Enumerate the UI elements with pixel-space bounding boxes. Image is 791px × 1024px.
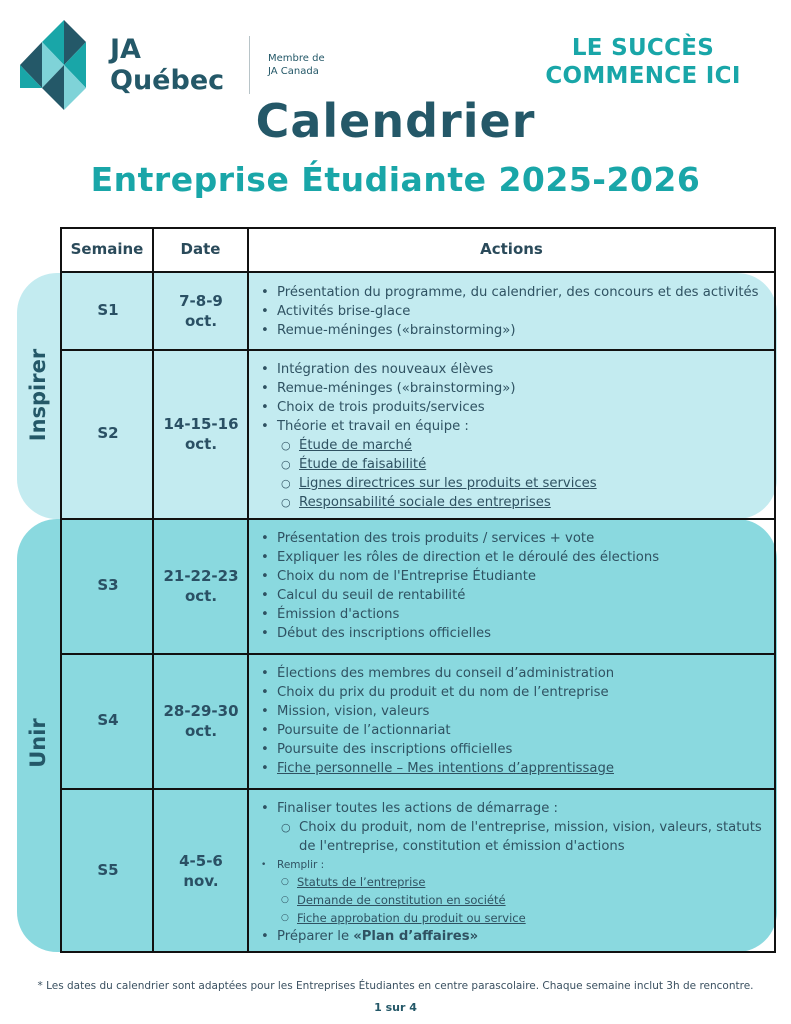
table-rule xyxy=(60,518,776,520)
page-title: Calendrier xyxy=(255,94,536,148)
action-item: • Choix du nom de l'Entreprise Étudiante xyxy=(257,567,767,586)
link-item xyxy=(257,474,767,493)
action-item: • Début des inscriptions officielles xyxy=(257,624,767,643)
header-divider xyxy=(249,36,250,94)
responsabilite-sociale-link[interactable]: Responsabilité sociale des entreprises xyxy=(299,495,551,510)
row-date xyxy=(154,414,248,454)
row-date xyxy=(154,291,248,331)
header-date: Date xyxy=(180,240,221,258)
demande-constitution-link[interactable]: Demande de constitution en société xyxy=(297,893,506,907)
row-week: S4 xyxy=(97,711,119,729)
prepare-text: Préparer le xyxy=(277,929,354,944)
date-line: 21-22-23 xyxy=(163,567,239,585)
action-item: • Choix du prix du produit et du nom de l’entreprise xyxy=(257,683,767,702)
date-line: oct. xyxy=(184,722,218,740)
link-item xyxy=(257,909,767,927)
lignes-directrices-link[interactable]: Lignes directrices sur les produits et services xyxy=(299,476,597,491)
logo-wordmark xyxy=(110,34,224,96)
table-rule xyxy=(60,271,776,273)
slogan xyxy=(505,34,781,90)
date-line: oct. xyxy=(184,312,218,330)
link-item xyxy=(257,455,767,474)
row-actions xyxy=(257,664,767,778)
slogan-line1: LE SUCCÈS xyxy=(571,35,715,61)
row-date xyxy=(154,701,248,741)
link-item xyxy=(257,493,767,512)
action-item: • Calcul du seuil de rentabilité xyxy=(257,586,767,605)
logo-line1: JA xyxy=(110,34,141,65)
action-item: • Choix de trois produits/services xyxy=(257,398,767,417)
table-rule xyxy=(60,788,776,790)
action-item: • Remue-méninges («brainstorming») xyxy=(257,321,767,340)
date-line: oct. xyxy=(184,435,218,453)
link-item xyxy=(257,759,767,778)
row-date xyxy=(154,851,248,891)
link-item xyxy=(257,891,767,909)
statuts-entreprise-link[interactable]: Statuts de l’entreprise xyxy=(297,875,426,889)
table-border-top xyxy=(60,227,776,229)
action-subitem-continued: de l'entreprise, constitution et émission d'actions xyxy=(299,839,625,854)
action-item: • Mission, vision, valeurs xyxy=(257,702,767,721)
row-actions xyxy=(257,360,767,512)
action-item: • Émission d'actions xyxy=(257,605,767,624)
date-line: 14-15-16 xyxy=(163,415,239,433)
phase-label-inspirer: Inspirer xyxy=(26,348,50,442)
link-item xyxy=(257,873,767,891)
table-border-bottom xyxy=(60,951,776,953)
date-line: 7-8-9 xyxy=(179,292,223,310)
header-week: Semaine xyxy=(70,240,144,258)
action-item: • Présentation du programme, du calendrier, des concours et des activités xyxy=(257,283,767,302)
action-item: • Intégration des nouveaux élèves xyxy=(257,360,767,379)
row-date xyxy=(154,566,248,606)
row-actions xyxy=(257,283,767,340)
action-item: • Théorie et travail en équipe : xyxy=(257,417,767,436)
action-item: • Poursuite de l’actionnariat xyxy=(257,721,767,740)
action-item: • Activités brise-glace xyxy=(257,302,767,321)
logo-line2: Québec xyxy=(110,65,225,96)
date-line: oct. xyxy=(184,587,218,605)
action-item: • Poursuite des inscriptions officielles xyxy=(257,740,767,759)
action-item: • Élections des membres du conseil d’administration xyxy=(257,664,767,683)
member-line2: JA Canada xyxy=(268,66,319,77)
etude-marche-link[interactable]: Étude de marché xyxy=(299,438,412,453)
action-item: • Finaliser toutes les actions de démarrage : xyxy=(257,799,767,818)
slogan-line2: COMMENCE ICI xyxy=(545,63,741,89)
table-rule xyxy=(60,349,776,351)
phase-label-unir: Unir xyxy=(26,718,50,768)
page-subtitle: Entreprise Étudiante 2025-2026 xyxy=(90,160,701,199)
row-actions xyxy=(257,529,767,643)
header-actions: Actions xyxy=(480,240,543,258)
page-number: 1 sur 4 xyxy=(374,1001,417,1014)
date-line: 28-29-30 xyxy=(163,702,239,720)
date-line: nov. xyxy=(183,872,219,890)
plan-affaires-text: «Plan d’affaires» xyxy=(353,929,479,944)
action-item: • Expliquer les rôles de direction et le déroulé des élections xyxy=(257,548,767,567)
row-week: S5 xyxy=(97,861,119,879)
row-week: S3 xyxy=(97,576,119,594)
row-week: S1 xyxy=(97,301,119,319)
fiche-personnelle-link[interactable]: Fiche personnelle – Mes intentions d’apprentissage xyxy=(277,761,614,776)
action-item: • Remplir : xyxy=(257,858,767,873)
action-subitem: ○ Choix du produit, nom de l'entreprise, mission, vision, valeurs, statuts xyxy=(257,818,767,837)
action-item: • Présentation des trois produits / services + vote xyxy=(257,529,767,548)
footer-note: * Les dates du calendrier sont adaptées pour les Entreprises Étudiantes en centre parascolaire. Chaque semaine inclut 3h de rencontre. xyxy=(37,980,754,992)
fiche-approbation-link[interactable]: Fiche approbation du produit ou service xyxy=(297,911,526,925)
table-rule xyxy=(60,653,776,655)
member-line1: Membre de xyxy=(268,53,325,64)
member-text xyxy=(268,52,325,78)
action-item: • Remue-méninges («brainstorming») xyxy=(257,379,767,398)
etude-faisabilite-link[interactable]: Étude de faisabilité xyxy=(299,457,427,472)
row-week: S2 xyxy=(97,424,119,442)
row-actions xyxy=(257,799,767,946)
link-item xyxy=(257,436,767,455)
date-line: 4-5-6 xyxy=(179,852,223,870)
table-border-right xyxy=(774,227,776,953)
action-item xyxy=(257,927,767,946)
